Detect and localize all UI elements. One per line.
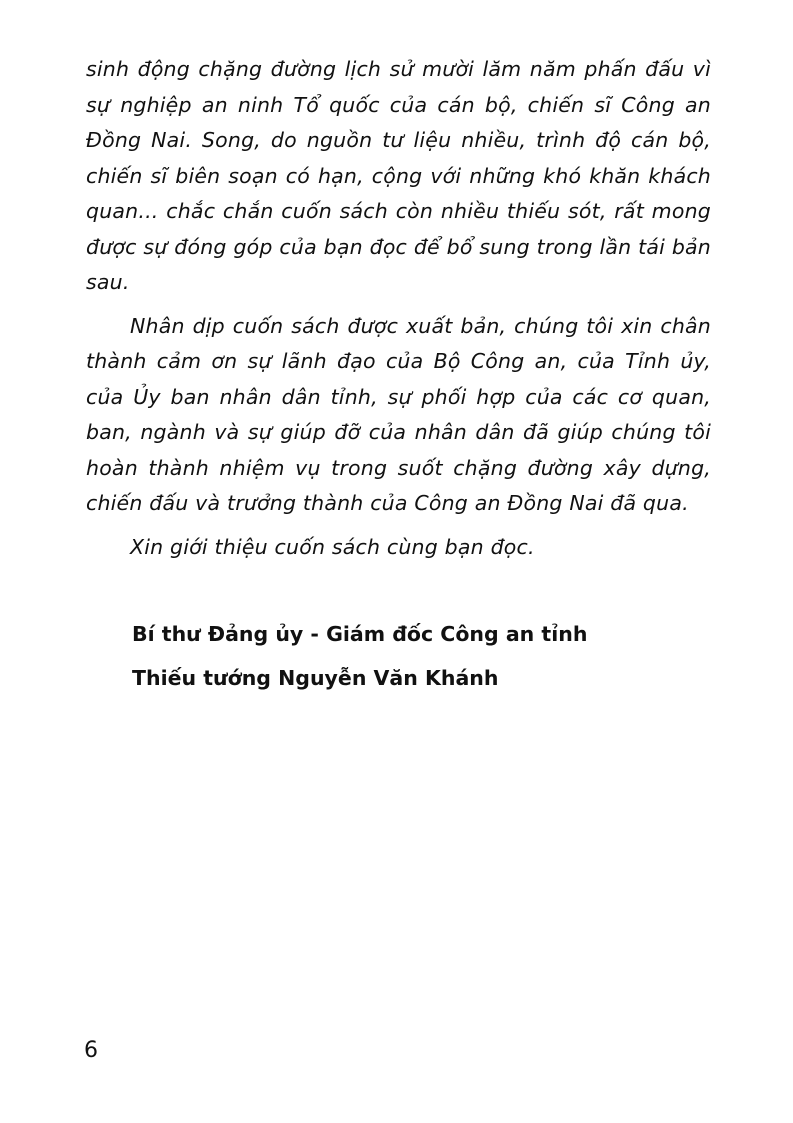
page-number: 6	[84, 1038, 98, 1063]
signature-block	[132, 612, 692, 700]
signature-name: Thiếu tướng Nguyễn Văn Khánh	[132, 666, 499, 690]
paragraph-introduction: Xin giới thiệu cuốn sách cùng bạn đọc.	[130, 534, 535, 559]
paragraph-continuation: sinh động chặng đường lịch sử mười lăm năm phấn đấu vì sự nghiệp an ninh Tổ quốc của cán bộ, chiến sĩ Công an Đồng Nai. Song, do nguồn tư liệu nhiều, trình độ cán bộ, chiến sĩ biên soạn có hạn, cộng với những khó khăn khách quan... chắc chắn cuốn sách còn nhiều thiếu sót, rất mong được sự đóng góp của bạn đọc để bổ sung trong lần tái bản sau.	[86, 57, 711, 294]
paragraph-acknowledgement: Nhân dịp cuốn sách được xuất bản, chúng tôi xin chân thành cảm ơn sự lãnh đạo của Bộ Công an, của Tỉnh ủy, của Ủy ban nhân dân tỉnh, sự phối hợp của các cơ quan, ban, ngành và sự giúp đỡ của nhân dân đã giúp chúng tôi hoàn thành nhiệm vụ trong suốt chặng đường xây dựng, chiến đấu và trưởng thành của Công an Đồng Nai đã qua.	[86, 313, 711, 515]
signature-position: Bí thư Đảng ủy - Giám đốc Công an tỉnh	[132, 622, 588, 646]
body-text	[86, 52, 711, 573]
